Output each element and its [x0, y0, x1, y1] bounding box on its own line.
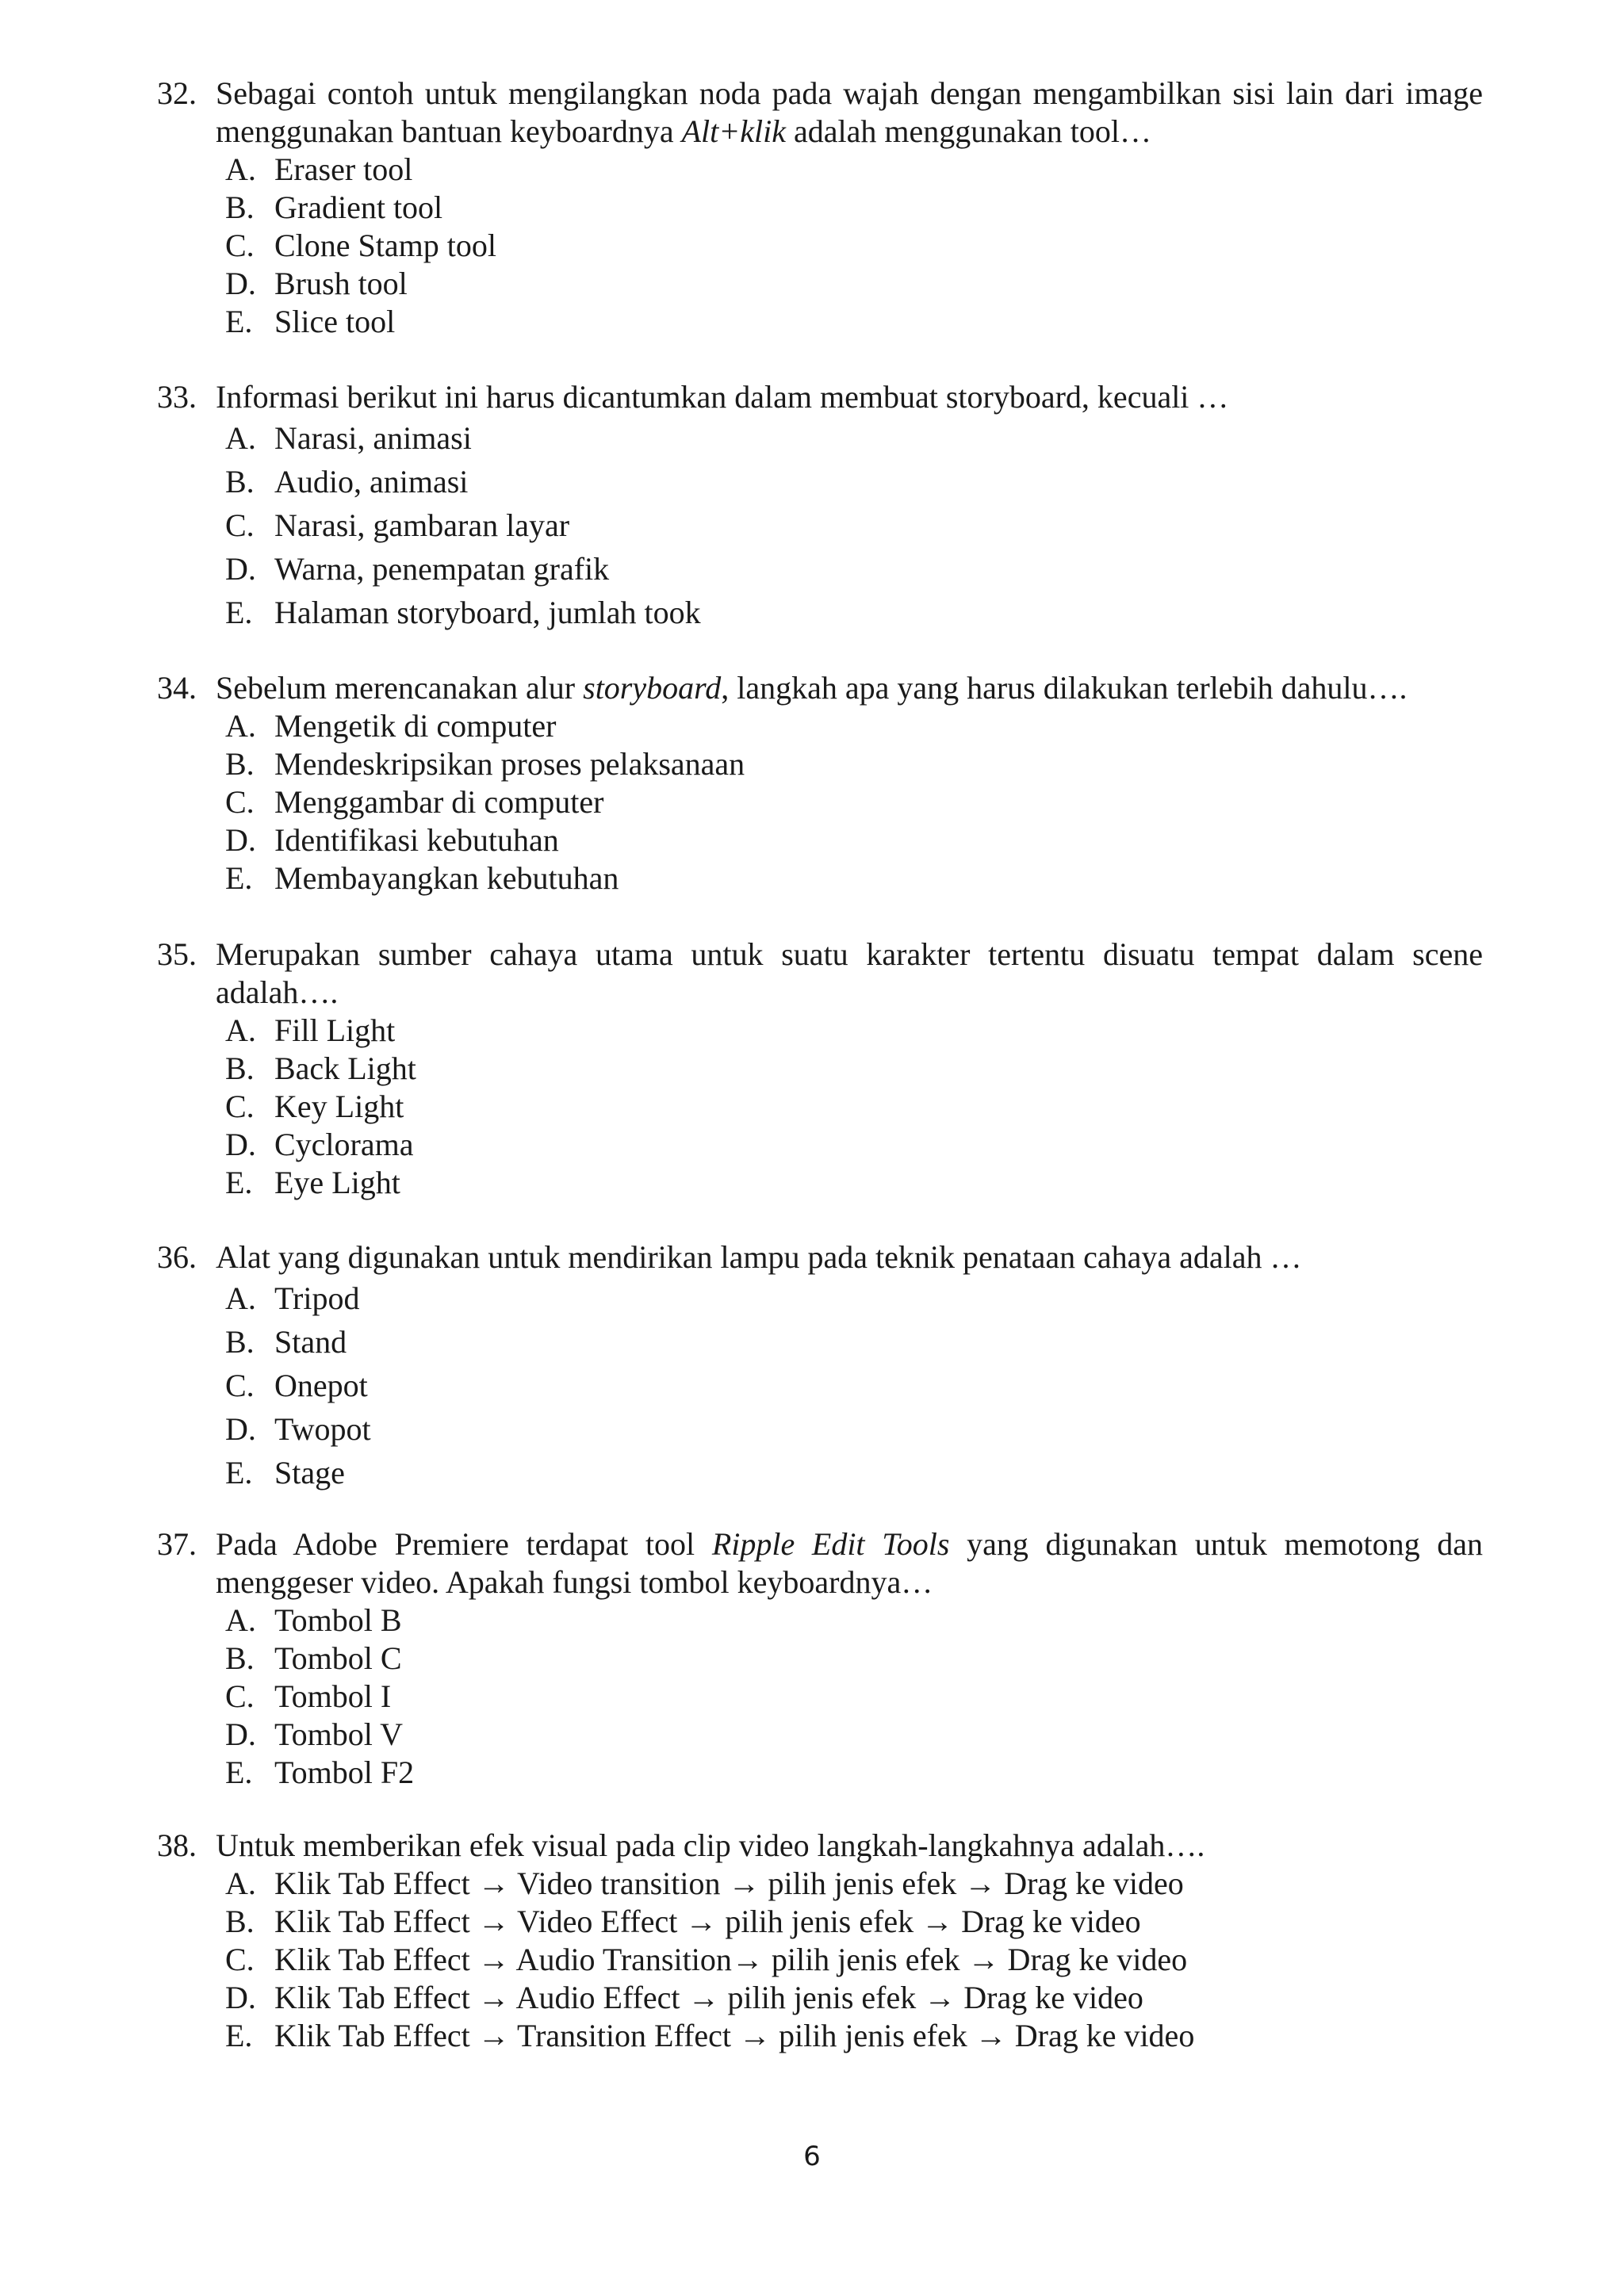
- option-d: D. Klik Tab Effect → Audio Effect → pilih jenis efek → Drag ke video: [225, 1980, 1143, 2015]
- options-list: [157, 1012, 1483, 1202]
- options-list: [157, 1865, 1483, 2055]
- question-text: Untuk memberikan efek visual pada clip video langkah-langkahnya adalah….: [216, 1827, 1205, 1863]
- option-c: C. Menggambar di computer: [225, 784, 604, 820]
- question-text: Merupakan sumber cahaya utama untuk suatu karakter tertentu disuatu tempat dalam scene adalah….: [216, 936, 1483, 1010]
- question-number: 34.: [157, 670, 197, 706]
- option-d: D. Twopot: [225, 1411, 371, 1447]
- question-number: 37.: [157, 1526, 197, 1562]
- option-e: E. Eye Light: [225, 1165, 400, 1200]
- option-c: C. Klik Tab Effect → Audio Transition→ pilih jenis efek → Drag ke video: [225, 1942, 1188, 1977]
- question-number: 33.: [157, 379, 197, 415]
- option-e: E. Halaman storyboard, jumlah took: [225, 595, 701, 630]
- option-b: B. Gradient tool: [225, 189, 443, 225]
- option-e: E. Tombol F2: [225, 1755, 415, 1790]
- option-b: B. Tombol C: [225, 1640, 402, 1676]
- question-text: Pada Adobe Premiere terdapat tool Ripple Edit Tools yang digunakan untuk memotong dan menggeser video. Apakah fungsi tombol keyboardnya…: [216, 1526, 1484, 1600]
- question-text: Alat yang digunakan untuk mendirikan lampu pada teknik penataan cahaya adalah …: [216, 1239, 1302, 1275]
- question-34: [157, 669, 1483, 897]
- question-number: 32.: [157, 75, 197, 111]
- option-c: C. Narasi, gambaran layar: [225, 507, 570, 543]
- option-c: C. Clone Stamp tool: [225, 228, 496, 263]
- option-d: D. Cyclorama: [225, 1127, 414, 1162]
- question-number: 36.: [157, 1239, 197, 1275]
- option-a: A. Mengetik di computer: [225, 708, 557, 744]
- option-d: D. Warna, penempatan grafik: [225, 551, 610, 587]
- option-c: C. Onepot: [225, 1368, 368, 1403]
- option-e: E. Slice tool: [225, 304, 396, 339]
- page-number: 6: [803, 2141, 821, 2172]
- question-38: [157, 1827, 1483, 2055]
- options-list: [157, 1276, 1483, 1494]
- option-a: A. Eraser tool: [225, 151, 413, 187]
- options-list: [157, 1601, 1483, 1792]
- option-e: E. Stage: [225, 1455, 345, 1490]
- option-a: A. Fill Light: [225, 1012, 396, 1048]
- question-37: [157, 1525, 1483, 1792]
- question-text: Informasi berikut ini harus dicantumkan dalam membuat storyboard, kecuali …: [216, 379, 1229, 415]
- option-c: C. Key Light: [225, 1089, 404, 1124]
- option-d: D. Tombol V: [225, 1716, 404, 1752]
- option-a: A. Narasi, animasi: [225, 420, 472, 456]
- option-b: B. Mendeskripsikan proses pelaksanaan: [225, 746, 745, 782]
- option-b: B. Back Light: [225, 1050, 416, 1086]
- question-32: [157, 75, 1483, 341]
- option-b: B. Audio, animasi: [225, 464, 469, 499]
- options-list: [157, 151, 1483, 341]
- question-35: [157, 936, 1483, 1202]
- option-a: A. Tripod: [225, 1280, 360, 1316]
- option-b: B. Klik Tab Effect → Video Effect → pilih jenis efek → Drag ke video: [225, 1904, 1141, 1939]
- option-e: E. Klik Tab Effect → Transition Effect → pilih jenis efek → Drag ke video: [225, 2018, 1195, 2053]
- options-list: [157, 416, 1483, 634]
- question-number: 38.: [157, 1827, 197, 1863]
- option-c: C. Tombol I: [225, 1678, 392, 1714]
- option-a: A. Tombol B: [225, 1602, 402, 1638]
- question-33: [157, 378, 1483, 634]
- option-e: E. Membayangkan kebutuhan: [225, 860, 619, 896]
- option-d: D. Brush tool: [225, 266, 408, 301]
- question-text: Sebagai contoh untuk mengilangkan noda pada wajah dengan mengambilkan sisi lain dari image menggunakan bantuan keyboardnya Alt+klik adalah menggunakan tool…: [216, 75, 1483, 149]
- question-number: 35.: [157, 936, 197, 972]
- options-list: [157, 707, 1483, 897]
- question-36: [157, 1238, 1483, 1494]
- option-d: D. Identifikasi kebutuhan: [225, 822, 559, 858]
- question-text: Sebelum merencanakan alur storyboard, langkah apa yang harus dilakukan terlebih dahulu….: [216, 670, 1408, 706]
- option-b: B. Stand: [225, 1324, 347, 1360]
- option-a: A. Klik Tab Effect → Video transition → pilih jenis efek → Drag ke video: [225, 1866, 1184, 1901]
